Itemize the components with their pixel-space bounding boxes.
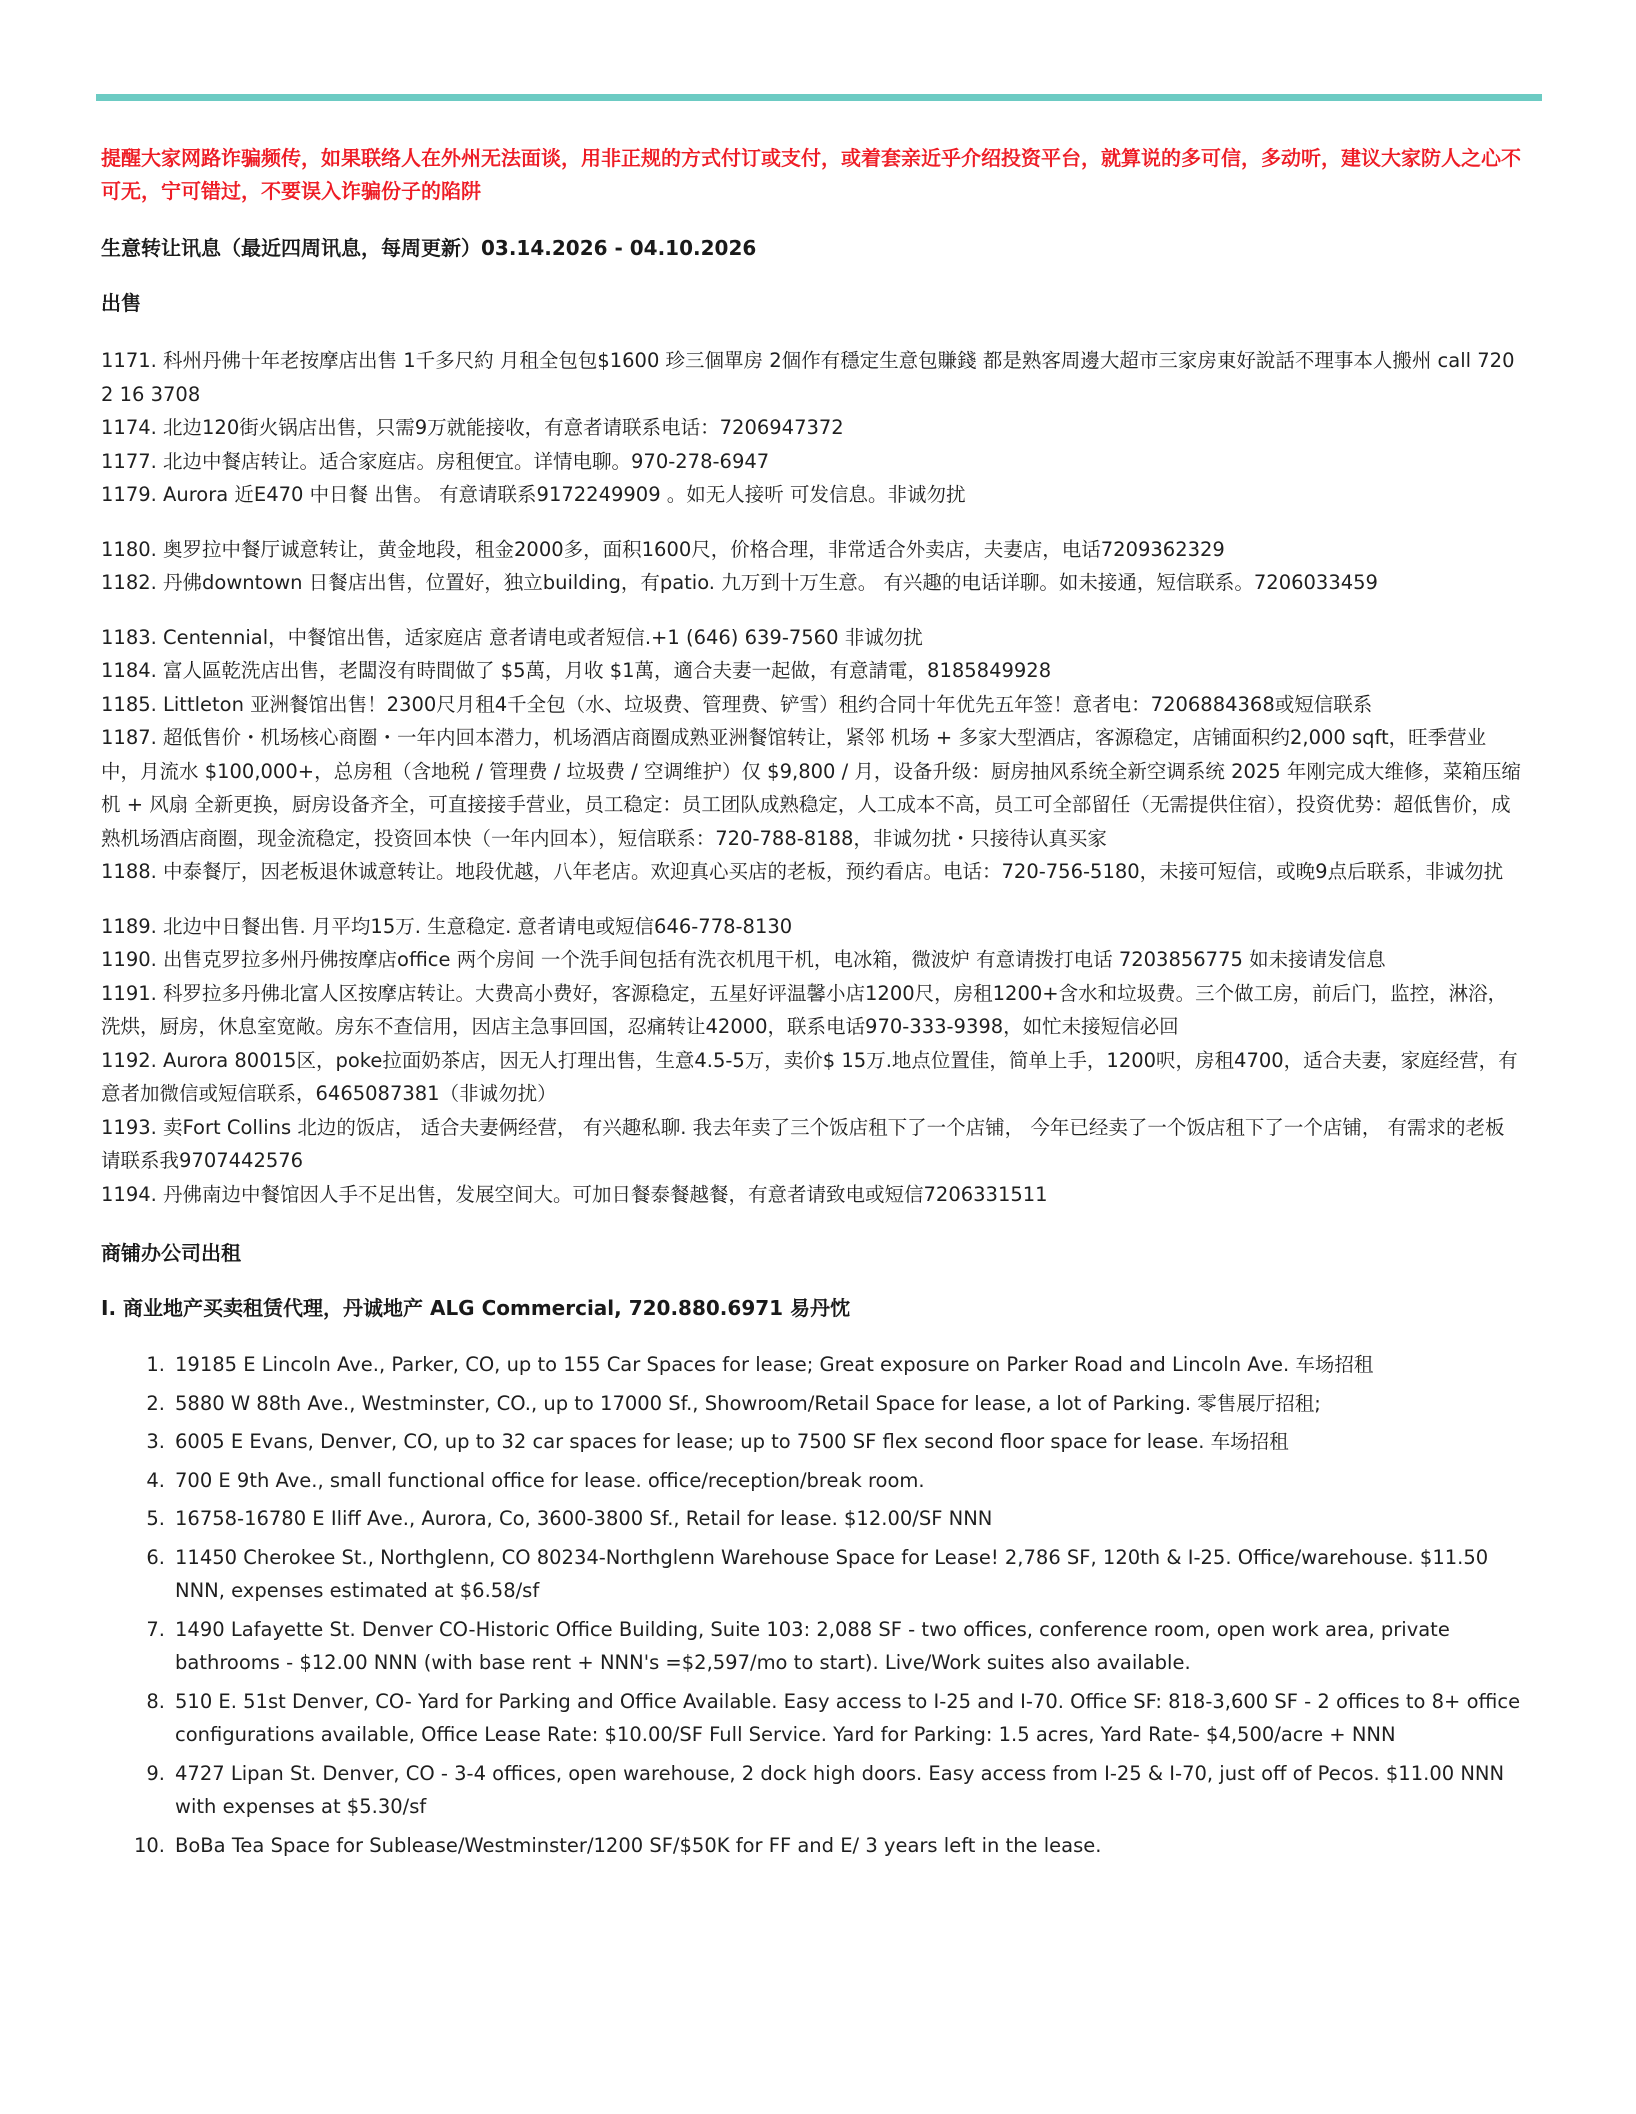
document-body [101, 142, 1521, 1867]
lease-item-text: 4727 Lipan St. Denver, CO - 3-4 offices, open warehouse, 2 dock high doors. Easy access from I-25 & I-70, just off of Pecos. $11.00 NNN with expenses at $5.30/sf [175, 1761, 1505, 1818]
lease-item [146, 1348, 1521, 1382]
lease-item [146, 1757, 1521, 1824]
lease-item [146, 1387, 1521, 1421]
listing-item: 1190. 出售克罗拉多州丹佛按摩店office 两个房间 一个洗手间包括有洗衣机甩干机，电冰箱，微波炉 有意请拨打电话 7203856775 如未接请发信息 [101, 948, 1386, 971]
lease-item-number: 4. [146, 1468, 165, 1492]
fraud-warning: 提醒大家网路诈骗频传，如果联络人在外州无法面谈，用非正规的方式付订或支付，或着套亲近乎介绍投资平台，就算说的多可信，多动听，建议大家防人之心不可无，宁可错过，不要误入诈骗份子的陷阱 [101, 146, 1521, 203]
lease-item-text: BoBa Tea Space for Sublease/Westminster/1200 SF/$50K for FF and E/ 3 years left in the lease. [175, 1833, 1102, 1857]
lease-item-text: 5880 W 88th Ave., Westminster, CO., up to 17000 Sf., Showroom/Retail Space for lease, a lot of Parking. 零售展厅招租; [175, 1391, 1321, 1415]
sale-heading: 出售 [101, 291, 141, 315]
listing-item: 1179. Aurora 近E470 中日餐 出售。 有意请联系9172249909 。如无人接听 可发信息。非诚勿扰 [101, 483, 966, 506]
lease-item-text: 16758-16780 E Iliff Ave., Aurora, Co, 3600-3800 Sf., Retail for lease. $12.00/SF NNN [175, 1507, 993, 1530]
lease-item-text: 700 E 9th Ave., small functional office for lease. office/reception/break room. [175, 1468, 925, 1492]
listing-group [101, 533, 1521, 600]
lease-item-text: 6005 E Evans, Denver, CO, up to 32 car spaces for lease; up to 7500 SF flex second floor space for lease. 车场招租 [175, 1430, 1289, 1453]
period-heading: 生意转让讯息（最近四周讯息，每周更新）03.14.2026 - 04.10.2026 [101, 236, 757, 260]
listing-item: 1185. Littleton 亚洲餐馆出售！2300尺月租4千全包（水、垃圾费、管理费、铲雪）租约合同十年优先五年签！意者电：7206884368或短信联系 [101, 692, 1373, 716]
top-divider [96, 94, 1542, 101]
lease-item [146, 1613, 1521, 1680]
listing-item: 1180. 奥罗拉中餐厅诚意转让，黄金地段，租金2000多，面积1600尺，价格合理，非常适合外卖店，夫妻店，电话7209362329 [101, 537, 1225, 561]
listing-item: 1174. 北边120街火锅店出售，只需9万就能接收，有意者请联系电话：7206947372 [101, 416, 844, 439]
lease-item-number: 9. [146, 1761, 165, 1785]
lease-list [101, 1348, 1521, 1862]
listing-item: 1184. 富人區乾洗店出售，老闆沒有時間做了 $5萬，月收 $1萬，適合夫妻一起做，有意請電，8185849928 [101, 659, 1052, 682]
lease-item-number: 2. [146, 1391, 165, 1415]
lease-item-text: 11450 Cherokee St., Northglenn, CO 80234-Northglenn Warehouse Space for Lease! 2,786 SF, 120th & I-25. Office/warehouse. $11.50 NNN, expenses estimated at $6.58/sf [175, 1545, 1489, 1602]
listing-item: 1192. Aurora 80015区，poke拉面奶茶店，因无人打理出售，生意4.5-5万，卖价$ 15万.地点位置佳，简单上手，1200呎，房租4700，适合夫妻，家庭经营，有意者加微信或短信联系，6465087381（非诚勿扰） [101, 1048, 1518, 1105]
listing-group [101, 621, 1521, 889]
lease-item [146, 1685, 1521, 1752]
listing-item: 1191. 科罗拉多丹佛北富人区按摩店转让。大费高小费好，客源稳定，五星好评温馨小店1200尺，房租1200+含水和垃圾费。三个做工房，前后门，监控，淋浴，洗烘，厨房，休息室宽敞。房东不查信用，因店主急事回国，忍痛转让42000，联系电话970-333-9398，如忙未接短信必回 [101, 981, 1508, 1038]
lease-item-number: 3. [146, 1430, 165, 1453]
lease-item-number: 5. [146, 1507, 165, 1530]
listing-item: 1188. 中泰餐厅，因老板退休诚意转让。地段优越，八年老店。欢迎真心买店的老板，预约看店。电话：720-756-5180，未接可短信，或晚9点后联系，非诚勿扰 [101, 860, 1504, 883]
lease-item [146, 1541, 1521, 1608]
lease-item [133, 1829, 1521, 1863]
lease-heading: 商铺办公司出租 [101, 1241, 241, 1265]
lease-item-text: 1490 Lafayette St. Denver CO-Historic Office Building, Suite 103: 2,088 SF - two offices, conference room, open work area, private bathrooms - $12.00 NNN (with base rent + NNN's =$2,597/mo to start). Live/Work suites also available. [175, 1617, 1450, 1674]
lease-item [146, 1464, 1521, 1498]
listing-item: 1194. 丹佛南边中餐馆因人手不足出售，发展空间大。可加日餐泰餐越餐，有意者请致电或短信7206331511 [101, 1182, 1048, 1206]
lease-item-number: 6. [146, 1545, 165, 1569]
lease-item [146, 1502, 1521, 1536]
lease-item-text: 19185 E Lincoln Ave., Parker, CO, up to 155 Car Spaces for lease; Great exposure on Parker Road and Lincoln Ave. 车场招租 [175, 1353, 1374, 1376]
lease-item-number: 7. [146, 1617, 165, 1641]
listing-item: 1189. 北边中日餐出售. 月平均15万. 生意稳定. 意者请电或短信646-778-8130 [101, 914, 793, 938]
lease-item-text: 510 E. 51st Denver, CO- Yard for Parking and Office Available. Easy access to I-25 and I-70. Office SF: 818-3,600 SF - 2 offices to 8+ office configurations available, Office Lease Rate: $10.00/SF Full Service. Yard for Parking: 1.5 acres, Yard Rate- $4,500/acre + NNN [175, 1689, 1521, 1746]
lease-item-number: 10. [133, 1833, 165, 1857]
listing-item: 1177. 北边中餐店转让。适合家庭店。房租便宜。详情电聊。970-278-6947 [101, 449, 770, 473]
listing-item: 1171. 科州丹佛十年老按摩店出售 1千多尺約 月租全包包$1600 珍三個單房 2個作有穩定生意包賺錢 都是熟客周邊大超市三家房東好說話不理事本人搬州 call 720 2 16 3708 [101, 349, 1515, 406]
lease-item [146, 1425, 1521, 1459]
listing-item: 1182. 丹佛downtown 日餐店出售，位置好，独立building，有patio. 九万到十万生意。 有兴趣的电话详聊。如未接通，短信联系。7206033459 [101, 571, 1378, 594]
listing-item: 1193. 卖Fort Collins 北边的饭店， 适合夫妻俩经营， 有兴趣私聊. 我去年卖了三个饭店租下了一个店铺， 今年已经卖了一个饭店租下了一个店铺， 有需求的老板请联系我9707442576 [101, 1115, 1505, 1172]
listing-group [101, 344, 1521, 512]
agent-heading: I. 商业地产买卖租赁代理，丹诚地产 ALG Commercial, 720.880.6971 易丹忱 [101, 1296, 851, 1320]
listing-group [101, 910, 1521, 1212]
lease-item-number: 8. [146, 1689, 165, 1713]
listing-item: 1187. 超低售价・机场核心商圈・一年内回本潜力，机场酒店商圈成熟亚洲餐馆转让，紧邻 机场 + 多家大型酒店，客源稳定，店铺面积约2,000 sqft，旺季营业中，月流水 $100,000+，总房租（含地税 / 管理费 / 垃圾费 / 空调维护）仅 $9,800 / 月，设备升级：厨房抽风系统全新空调系统 2025 年刚完成大维修，菜箱压缩机 + 风扇 全新更换，厨房设备齐全，可直接接手营业，员工稳定：员工团队成熟稳定，人工成本不高，员工可全部留任（无需提供住宿），投资优势：超低售价，成熟机场酒店商圈，现金流稳定，投资回本快（一年内回本），短信联系：720-788-8188，非诚勿扰・只接待认真买家 [101, 726, 1521, 850]
lease-item-number: 1. [146, 1353, 165, 1376]
listing-item: 1183. Centennial，中餐馆出售，适家庭店 意者请电或者短信.+1 (646) 639-7560 非诚勿扰 [101, 625, 923, 649]
